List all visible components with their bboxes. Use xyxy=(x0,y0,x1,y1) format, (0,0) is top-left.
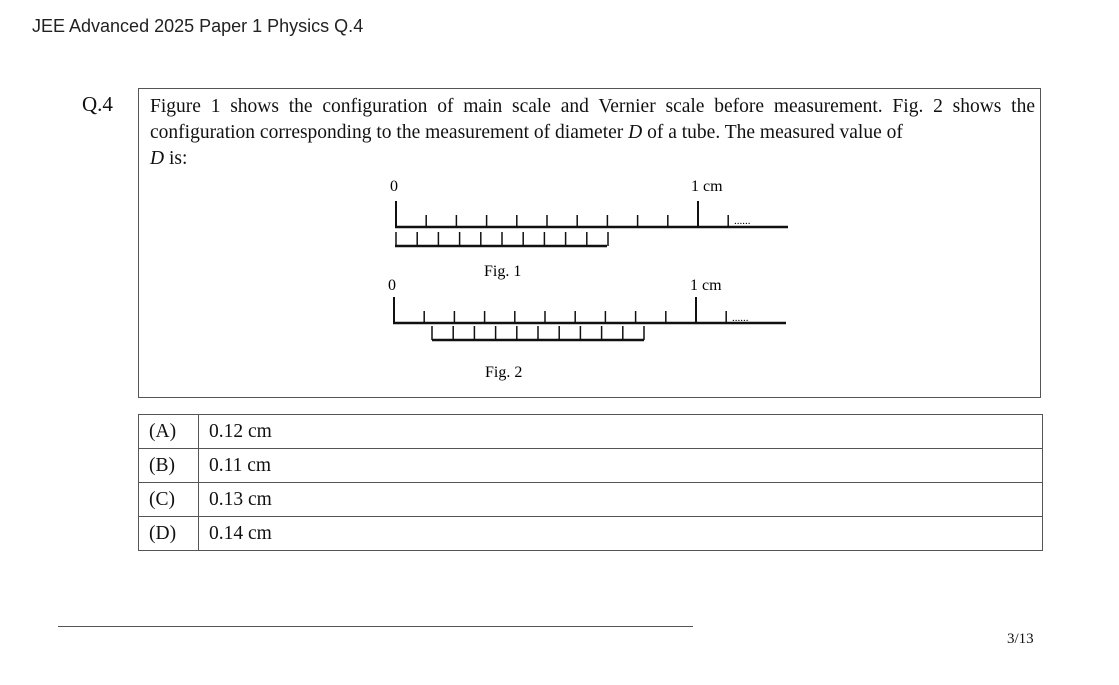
fig1-dots: ...... xyxy=(734,215,751,227)
fig2-zero-label: 0 xyxy=(388,277,396,294)
option-value: 0.12 cm xyxy=(199,415,1043,449)
option-value: 0.13 cm xyxy=(199,483,1043,517)
fig2-vernier-ticks xyxy=(432,326,644,340)
option-label: (C) xyxy=(139,483,199,517)
variable-d: D xyxy=(628,122,643,143)
fig1-cm-label: 1 cm xyxy=(691,178,723,195)
fig1-main-ticks xyxy=(396,201,728,227)
footer-line xyxy=(58,626,693,627)
figure-2 xyxy=(388,277,786,381)
fig2-dots: ...... xyxy=(732,312,749,324)
option-label: (B) xyxy=(139,449,199,483)
option-row[interactable] xyxy=(139,517,1043,551)
option-label: (A) xyxy=(139,415,199,449)
fig2-caption: Fig. 2 xyxy=(485,364,523,381)
question-number: Q.4 xyxy=(82,92,113,116)
option-row[interactable] xyxy=(139,449,1043,483)
question-text-part2: of a tube. The measured value of xyxy=(642,122,903,143)
figure-1 xyxy=(390,178,788,280)
option-value: 0.14 cm xyxy=(199,517,1043,551)
fig1-vernier-ticks xyxy=(396,232,608,246)
option-label: (D) xyxy=(139,517,199,551)
option-value: 0.11 cm xyxy=(199,449,1043,483)
fig2-main-ticks xyxy=(394,297,726,323)
option-row[interactable] xyxy=(139,483,1043,517)
fig1-zero-label: 0 xyxy=(390,178,398,195)
options-table xyxy=(138,414,1043,551)
fig1-caption: Fig. 1 xyxy=(484,263,522,280)
question-text-part3: is: xyxy=(164,148,188,169)
option-row[interactable] xyxy=(139,415,1043,449)
variable-d: D xyxy=(150,148,165,169)
fig2-cm-label: 1 cm xyxy=(690,277,722,294)
page-header: JEE Advanced 2025 Paper 1 Physics Q.4 xyxy=(32,16,364,36)
page-number: 3/13 xyxy=(1007,631,1034,647)
question-text-part1: Figure 1 shows the configuration of main scale and Vernier scale before measurement. Fig. 2 shows the configuration corresponding to the measurement of diameter xyxy=(150,96,1035,143)
